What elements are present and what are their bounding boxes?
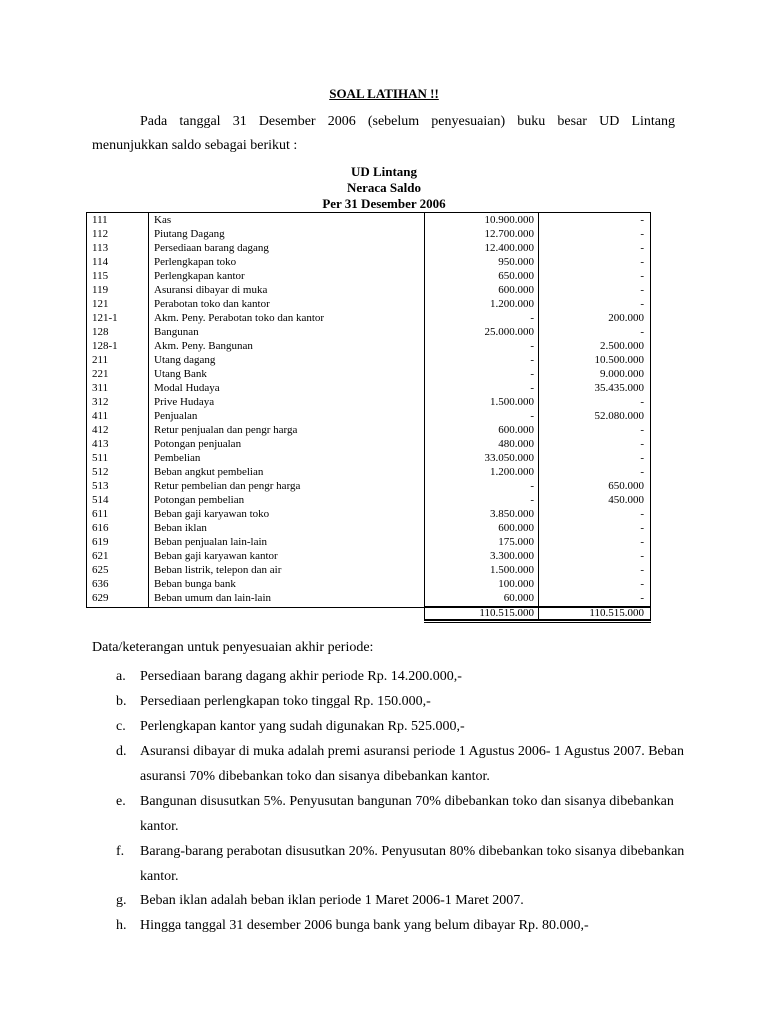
account-code: 121 (92, 298, 109, 310)
kredit-value: 35.435.000 (594, 382, 644, 394)
account-name: Persediaan barang dagang (154, 242, 269, 254)
kredit-value: - (640, 578, 644, 590)
kredit-value: - (640, 256, 644, 268)
debit-value: 33.050.000 (484, 452, 534, 464)
table-row (86, 381, 651, 395)
debit-value: 12.700.000 (484, 228, 534, 240)
debit-value: 1.500.000 (490, 564, 534, 576)
account-code: 514 (92, 494, 109, 506)
account-code: 112 (92, 228, 109, 240)
account-code: 311 (92, 382, 109, 394)
kredit-value: - (640, 242, 644, 254)
table-row (86, 437, 651, 451)
account-code: 513 (92, 480, 109, 492)
debit-value: 3.850.000 (490, 508, 534, 520)
kredit-value: - (640, 466, 644, 478)
kredit-value: - (640, 298, 644, 310)
table-row (86, 269, 651, 283)
table-row (86, 283, 651, 297)
adjustments-title: Data/keterangan untuk penyesuaian akhir periode: (92, 640, 374, 655)
account-name: Perabotan toko dan kantor (154, 298, 270, 310)
table-row (86, 563, 651, 577)
item-text: Bangunan disusutkan 5%. Penyusutan bangunan 70% dibebankan toko dan sisanya dibebankan kantor. (140, 794, 674, 834)
table-row (86, 367, 651, 381)
adjustment-item (116, 913, 681, 938)
kredit-value: 9.000.000 (600, 368, 644, 380)
item-text: Persediaan barang dagang akhir periode Rp. 14.200.000,- (140, 669, 462, 684)
table-row (86, 479, 651, 493)
account-name: Piutang Dagang (154, 228, 225, 240)
table-title-date: Per 31 Desember 2006 (322, 196, 446, 211)
debit-value: 10.900.000 (484, 214, 534, 226)
table-row (86, 311, 651, 325)
account-name: Retur penjualan dan pengr harga (154, 424, 298, 436)
account-code: 636 (92, 578, 109, 590)
account-name: Asuransi dibayar di muka (154, 284, 268, 296)
debit-value: - (530, 340, 534, 352)
account-name: Beban listrik, telepon dan air (154, 564, 282, 576)
account-code: 128 (92, 326, 109, 338)
debit-value: - (530, 354, 534, 366)
kredit-value: - (640, 508, 644, 520)
debit-value: 480.000 (498, 438, 534, 450)
kredit-value: - (640, 326, 644, 338)
kredit-value: - (640, 438, 644, 450)
account-code: 512 (92, 466, 109, 478)
debit-value: 650.000 (498, 270, 534, 282)
item-text: Barang-barang perabotan disusutkan 20%. Penyusutan 80% dibebankan toko sisanya dibebankan kantor. (140, 844, 685, 884)
account-name: Bangunan (154, 326, 199, 338)
debit-value: 600.000 (498, 522, 534, 534)
debit-value: 600.000 (498, 424, 534, 436)
account-code: 121-1 (92, 312, 118, 324)
debit-value: 1.200.000 (490, 466, 534, 478)
account-name: Kas (154, 214, 172, 226)
account-name: Pembelian (154, 452, 201, 464)
account-name: Potongan pembelian (154, 494, 245, 506)
kredit-value: - (640, 522, 644, 534)
account-code: 115 (92, 270, 109, 282)
account-name: Beban angkut pembelian (154, 466, 264, 478)
account-code: 221 (92, 368, 109, 380)
table-title-company: UD Lintang (350, 164, 418, 179)
table-row (86, 297, 651, 311)
intro-paragraph-line2: menunjukkan saldo sebagai berikut : (92, 138, 298, 153)
kredit-value: - (640, 592, 644, 604)
account-code: 211 (92, 354, 109, 366)
table-row (86, 423, 651, 437)
kredit-value: 650.000 (608, 480, 644, 492)
table-row (86, 213, 651, 227)
table-row (86, 451, 651, 465)
page-heading: SOAL LATIHAN !! (329, 86, 439, 101)
debit-value: 600.000 (498, 284, 534, 296)
account-code: 111 (92, 214, 108, 226)
kredit-value: 10.500.000 (594, 354, 644, 366)
debit-value: 12.400.000 (484, 242, 534, 254)
account-code: 113 (92, 242, 109, 254)
adjustment-item (116, 739, 684, 789)
table-row (86, 465, 651, 479)
item-text: Asuransi dibayar di muka adalah premi asuransi periode 1 Agustus 2006- 1 Agustus 2007. Beban asuransi 70% dibebankan toko dan sisanya dibebankan kantor. (140, 744, 684, 784)
account-code: 119 (92, 284, 109, 296)
kredit-value: - (640, 228, 644, 240)
account-name: Beban bunga bank (154, 578, 236, 590)
item-text: Perlengkapan kantor yang sudah digunakan Rp. 525.000,- (140, 719, 465, 734)
intro-paragraph-line1: Pada tanggal 31 Desember 2006 (sebelum penyesuaian) buku besar UD Lintang (140, 114, 675, 129)
kredit-value: 200.000 (608, 312, 644, 324)
account-name: Utang Bank (154, 368, 207, 380)
kredit-value: - (640, 424, 644, 436)
kredit-value: - (640, 564, 644, 576)
account-name: Penjualan (154, 410, 198, 422)
kredit-value: 450.000 (608, 494, 644, 506)
account-name: Perlengkapan kantor (154, 270, 245, 282)
account-name: Akm. Peny. Perabotan toko dan kantor (154, 312, 325, 324)
table-row (86, 325, 651, 339)
item-label: h. (116, 918, 127, 933)
item-label: d. (116, 744, 127, 759)
table-total-row (86, 606, 651, 620)
kredit-value: - (640, 536, 644, 548)
debit-value: 25.000.000 (484, 326, 534, 338)
table-row (86, 577, 651, 591)
adjustment-item (116, 714, 681, 739)
kredit-value: - (640, 214, 644, 226)
account-name: Beban iklan (154, 522, 207, 534)
debit-value: - (530, 480, 534, 492)
table-row (86, 521, 651, 535)
table-row (86, 535, 651, 549)
table-title-report: Neraca Saldo (346, 180, 422, 195)
item-label: a. (116, 669, 126, 684)
item-label: g. (116, 893, 127, 908)
adjustment-item (116, 689, 681, 714)
kredit-value: 52.080.000 (594, 410, 644, 422)
kredit-value: - (640, 270, 644, 282)
debit-value: - (530, 368, 534, 380)
account-code: 511 (92, 452, 109, 464)
account-code: 411 (92, 410, 109, 422)
table-row (86, 507, 651, 521)
item-label: e. (116, 794, 126, 809)
debit-value: 175.000 (498, 536, 534, 548)
account-name: Beban penjualan lain-lain (154, 536, 268, 548)
kredit-value: 2.500.000 (600, 340, 644, 352)
kredit-value: - (640, 396, 644, 408)
account-code: 616 (92, 522, 109, 534)
debit-value: - (530, 312, 534, 324)
table-row (86, 549, 651, 563)
table-row (86, 395, 651, 409)
table-row (86, 255, 651, 269)
debit-value: 3.300.000 (490, 550, 534, 562)
account-name: Akm. Peny. Bangunan (154, 340, 253, 352)
debit-value: 1.200.000 (490, 298, 534, 310)
item-label: f. (116, 844, 125, 859)
debit-value: 950.000 (498, 256, 534, 268)
account-code: 621 (92, 550, 109, 562)
account-code: 625 (92, 564, 109, 576)
item-label: c. (116, 719, 126, 734)
account-name: Prive Hudaya (154, 396, 215, 408)
account-code: 412 (92, 424, 109, 436)
account-name: Retur pembelian dan pengr harga (154, 480, 301, 492)
double-underline (424, 620, 651, 623)
item-label: b. (116, 694, 127, 709)
debit-value: 60.000 (503, 592, 534, 604)
account-name: Perlengkapan toko (154, 256, 237, 268)
table-row (86, 353, 651, 367)
debit-value: 1.500.000 (490, 396, 534, 408)
account-code: 619 (92, 536, 109, 548)
account-code: 629 (92, 592, 109, 604)
item-text: Hingga tanggal 31 desember 2006 bunga bank yang belum dibayar Rp. 80.000,- (140, 918, 589, 933)
table-row (86, 339, 651, 353)
table-row (86, 591, 651, 605)
kredit-value: - (640, 452, 644, 464)
account-name: Beban gaji karyawan toko (154, 508, 270, 520)
account-code: 312 (92, 396, 109, 408)
debit-value: - (530, 494, 534, 506)
account-name: Beban umum dan lain-lain (154, 592, 271, 604)
account-code: 413 (92, 438, 109, 450)
table-row (86, 409, 651, 423)
total-debit: 110.515.000 (479, 607, 534, 619)
account-name: Modal Hudaya (154, 382, 220, 394)
kredit-value: - (640, 550, 644, 562)
account-name: Utang dagang (154, 354, 216, 366)
account-code: 128-1 (92, 340, 118, 352)
adjustment-item (116, 839, 685, 889)
total-kredit: 110.515.000 (589, 607, 644, 619)
debit-value: 100.000 (498, 578, 534, 590)
adjustment-item (116, 888, 681, 913)
item-text: Beban iklan adalah beban iklan periode 1 Maret 2006-1 Maret 2007. (140, 893, 524, 908)
account-name: Beban gaji karyawan kantor (154, 550, 278, 562)
account-name: Potongan penjualan (154, 438, 242, 450)
adjustment-item (116, 664, 681, 689)
kredit-value: - (640, 284, 644, 296)
debit-value: - (530, 410, 534, 422)
table-row (86, 227, 651, 241)
adjustment-item (116, 789, 681, 839)
table-row (86, 241, 651, 255)
account-code: 611 (92, 508, 109, 520)
debit-value: - (530, 382, 534, 394)
table-row (86, 493, 651, 507)
account-code: 114 (92, 256, 109, 268)
item-text: Persediaan perlengkapan toko tinggal Rp. 150.000,- (140, 694, 431, 709)
